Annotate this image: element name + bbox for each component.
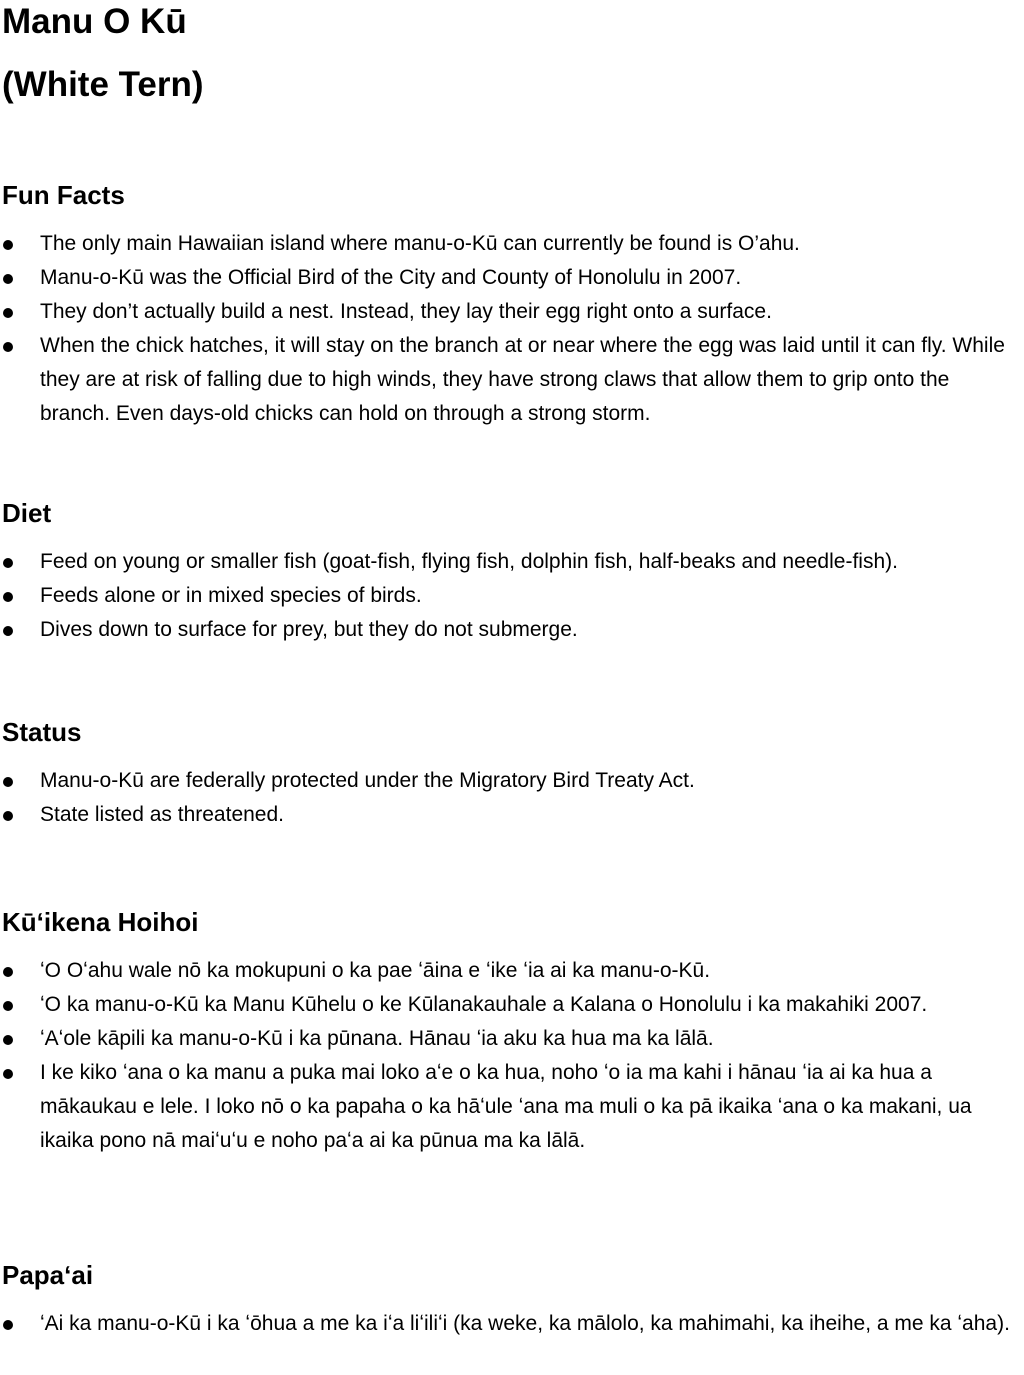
- list-item-text: Feed on young or smaller fish (goat-fish, flying fish, dolphin fish, half-beaks and needle-fish).: [40, 550, 898, 573]
- section-heading-kuikena-hoihoi: Kūʻikena Hoihoi: [2, 907, 199, 937]
- list-item: [0, 988, 1024, 1022]
- papaai-list: [0, 1307, 1024, 1341]
- list-item-text: I ke kiko ʻana o ka manu a puka mai loko aʻe o ka hua, noho ʻo ia ma kahi i hānau ʻia ai ka hua a mākaukau e lele. I loko nō o ka papaha o ka hāʻule ʻana ma muli o ka pā ikaika ʻana o ka makani, ua ikaika pono nā maiʻuʻu e noho paʻa ai ka pūnua ma ka lālā.: [40, 1061, 972, 1152]
- list-item: [0, 1022, 1024, 1056]
- list-item: [0, 798, 1024, 832]
- bullet-icon: [3, 1001, 13, 1011]
- list-item: [0, 579, 1024, 613]
- list-item-text: ʻO Oʻahu wale nō ka mokupuni o ka pae ʻāina e ʻike ʻia ai ka manu-o-Kū.: [40, 959, 711, 982]
- bullet-icon: [3, 967, 13, 977]
- section-heading-papaai: Papaʻai: [2, 1260, 94, 1290]
- list-item: [0, 295, 1024, 329]
- bullet-icon: [3, 811, 13, 821]
- list-item: [0, 954, 1024, 988]
- list-item-text: ʻO ka manu-o-Kū ka Manu Kūhelu o ke Kūlanakauhale a Kalana o Honolulu i ka makahiki 2007.: [40, 993, 928, 1016]
- list-item-text: Dives down to surface for prey, but they do not submerge.: [40, 618, 578, 641]
- list-item-text: ʻAi ka manu-o-Kū i ka ʻōhua a me ka iʻa liʻiliʻi (ka weke, ka mālolo, ka mahimahi, ka iheihe, a me ka ʻaha).: [40, 1312, 1010, 1335]
- bullet-icon: [3, 558, 13, 568]
- list-item-text: Manu-o-Kū was the Official Bird of the City and County of Honolulu in 2007.: [40, 266, 742, 289]
- list-item: [0, 1307, 1024, 1341]
- list-item-text: Manu-o-Kū are federally protected under the Migratory Bird Treaty Act.: [40, 769, 695, 792]
- bullet-icon: [3, 592, 13, 602]
- list-item-text: The only main Hawaiian island where manu-o-Kū can currently be found is O’ahu.: [40, 232, 800, 255]
- list-item-text: Feeds alone or in mixed species of birds.: [40, 584, 422, 607]
- list-item-text: They don’t actually build a nest. Instead, they lay their egg right onto a surface.: [40, 300, 772, 323]
- list-item: [0, 545, 1024, 579]
- kuikena-hoihoi-list: [0, 954, 1024, 1158]
- bullet-icon: [3, 1035, 13, 1045]
- bullet-icon: [3, 626, 13, 636]
- bullet-icon: [3, 777, 13, 787]
- section-heading-status: Status: [2, 717, 82, 747]
- list-item: [0, 227, 1024, 261]
- list-item: [0, 764, 1024, 798]
- list-item-text: When the chick hatches, it will stay on the branch at or near where the egg was laid until it can fly. While they are at risk of falling due to high winds, they have strong claws that allow them to grip onto the branch. Even days-old chicks can hold on through a strong storm.: [40, 334, 1005, 425]
- list-item: [0, 613, 1024, 647]
- status-list: [0, 764, 1024, 832]
- bullet-icon: [3, 308, 13, 318]
- list-item-text: ʻAʻole kāpili ka manu-o-Kū i ka pūnana. Hānau ʻia aku ka hua ma ka lālā.: [40, 1027, 714, 1050]
- list-item-text: State listed as threatened.: [40, 803, 284, 826]
- fun-facts-list: [0, 227, 1024, 431]
- section-heading-diet: Diet: [2, 498, 52, 528]
- bullet-icon: [3, 1069, 13, 1079]
- bullet-icon: [3, 1320, 13, 1330]
- list-item: [0, 329, 1024, 431]
- bullet-icon: [3, 342, 13, 352]
- list-item: [0, 1056, 1024, 1158]
- diet-list: [0, 545, 1024, 647]
- page-title: Manu O Kū: [2, 2, 187, 41]
- page-subtitle: (White Tern): [2, 65, 204, 104]
- bullet-icon: [3, 240, 13, 250]
- section-heading-fun-facts: Fun Facts: [2, 180, 125, 210]
- list-item: [0, 261, 1024, 295]
- bullet-icon: [3, 274, 13, 284]
